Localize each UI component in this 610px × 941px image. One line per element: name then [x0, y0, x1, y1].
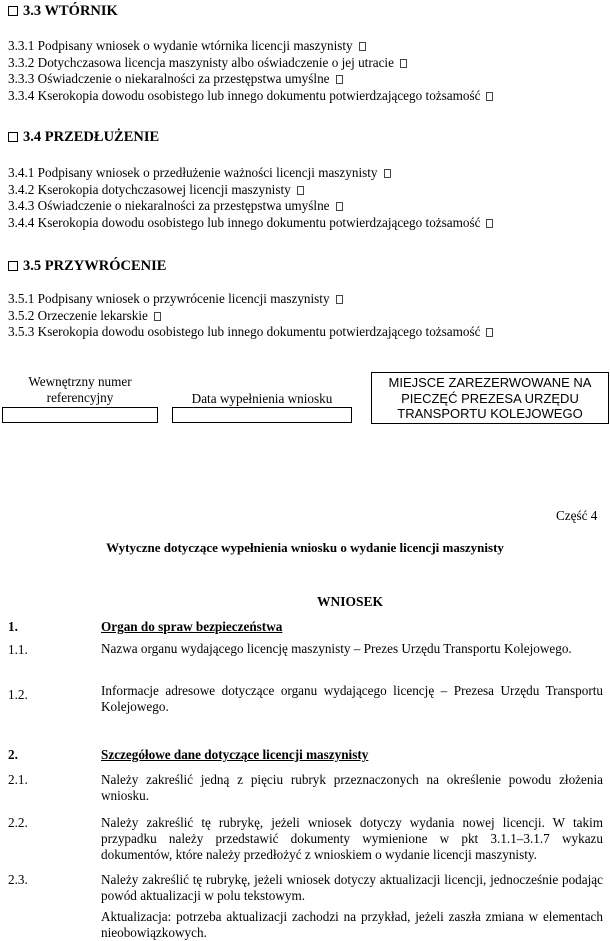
item-text: Należy zakreślić jedną z pięciu rubryk przeznaczonych na określenie powodu złożenia wniosku. [101, 772, 603, 803]
item-number: 2.2. [8, 815, 28, 830]
checkbox-icon[interactable] [336, 295, 343, 304]
section-heading: Organ do spraw bezpieczeństwa [101, 619, 283, 634]
list-item: 3.4.2 Kserokopia dotychczasowej licencji maszynisty [8, 182, 304, 197]
checkbox-icon[interactable] [8, 6, 18, 16]
item-number: 1.2. [8, 687, 28, 702]
checkbox-icon[interactable] [486, 92, 493, 101]
list-item: 3.4.1 Podpisany wniosek o przedłużenie ważności licencji maszynisty [8, 165, 391, 180]
list-item: 3.5.3 Kserokopia dowodu osobistego lub innego dokumentu potwierdzającego tożsamość [8, 324, 493, 339]
wniosek-heading: WNIOSEK [316, 594, 384, 609]
ref-number-field[interactable] [2, 407, 158, 423]
ref-number-label: Wewnętrzny numer referencyjny [28, 374, 132, 405]
item-number: 2.1. [8, 772, 28, 787]
list-item: 3.3.1 Podpisany wniosek o wydanie wtórnika licencji maszynisty [8, 38, 366, 53]
section-heading: Szczegółowe dane dotyczące licencji maszynisty [101, 747, 369, 762]
date-label: Data wypełnienia wniosku [191, 391, 333, 406]
item-text: Należy zakreślić tę rubrykę, jeżeli wniosek dotyczy wydania nowej licencji. W takim przypadku należy przedstawić dokumenty wymienione w pkt 3.1.1–3.1.7 wykazu dokumentów, które należy przedłożyć z wnioskiem o wydanie licencji maszynisty. [101, 815, 603, 862]
section-title-3-5: 3.5 PRZYWRÓCENIE [8, 258, 166, 275]
item-text: Informacje adresowe dotyczące organu wydającego licencję – Prezesa Urzędu Transportu Kolejowego. [101, 683, 603, 714]
list-item: 3.4.3 Oświadczenie o niekaralności za przestępstwa umyślne [8, 198, 343, 213]
checkbox-icon[interactable] [336, 202, 343, 211]
checkbox-icon[interactable] [486, 328, 493, 337]
part-label: Część 4 [556, 508, 598, 523]
section-number: 2. [8, 747, 18, 762]
reserved-stamp-box: MIEJSCE ZAREZERWOWANE NA PIECZĘĆ PREZESA URZĘDU TRANSPORTU KOLEJOWEGO [371, 372, 609, 424]
checkbox-icon[interactable] [154, 312, 161, 321]
section-title-3-3: 3.3 WTÓRNIK [8, 3, 118, 20]
list-item: 3.4.4 Kserokopia dowodu osobistego lub innego dokumentu potwierdzającego tożsamość [8, 215, 493, 230]
checkbox-icon[interactable] [8, 261, 18, 271]
checkbox-icon[interactable] [336, 75, 343, 84]
date-field[interactable] [172, 407, 352, 423]
checkbox-icon[interactable] [486, 219, 493, 228]
item-text: Należy zakreślić tę rubrykę, jeżeli wniosek dotyczy aktualizacji licencji, jednocześnie podając powód aktualizacji w polu tekstowym. [101, 872, 603, 903]
checkbox-icon[interactable] [384, 169, 391, 178]
checkbox-icon[interactable] [400, 59, 407, 68]
list-item: 3.3.4 Kserokopia dowodu osobistego lub innego dokumentu potwierdzającego tożsamość [8, 88, 493, 103]
checkbox-icon[interactable] [359, 42, 366, 51]
item-text: Nazwa organu wydającego licencję maszynisty – Prezes Urzędu Transportu Kolejowego. [101, 641, 572, 656]
item-number: 2.3. [8, 872, 28, 887]
checkbox-icon[interactable] [297, 186, 304, 195]
list-item: 3.5.2 Orzeczenie lekarskie [8, 308, 161, 323]
section-title-3-4: 3.4 PRZEDŁUŻENIE [8, 129, 159, 146]
note-text: Aktualizacja: potrzeba aktualizacji zachodzi na przykład, jeżeli zaszła zmiana w elementach nieobowiązkowych. [101, 909, 603, 940]
guidelines-title: Wytyczne dotyczące wypełnienia wniosku o wydanie licencji maszynisty [106, 540, 504, 555]
list-item: 3.5.1 Podpisany wniosek o przywrócenie licencji maszynisty [8, 291, 343, 306]
section-number: 1. [8, 619, 18, 634]
list-item: 3.3.2 Dotychczasowa licencja maszynisty albo oświadczenie o jej utracie [8, 55, 407, 70]
item-number: 1.1. [8, 642, 28, 657]
list-item: 3.3.3 Oświadczenie o niekaralności za przestępstwa umyślne [8, 71, 343, 86]
checkbox-icon[interactable] [8, 132, 18, 142]
